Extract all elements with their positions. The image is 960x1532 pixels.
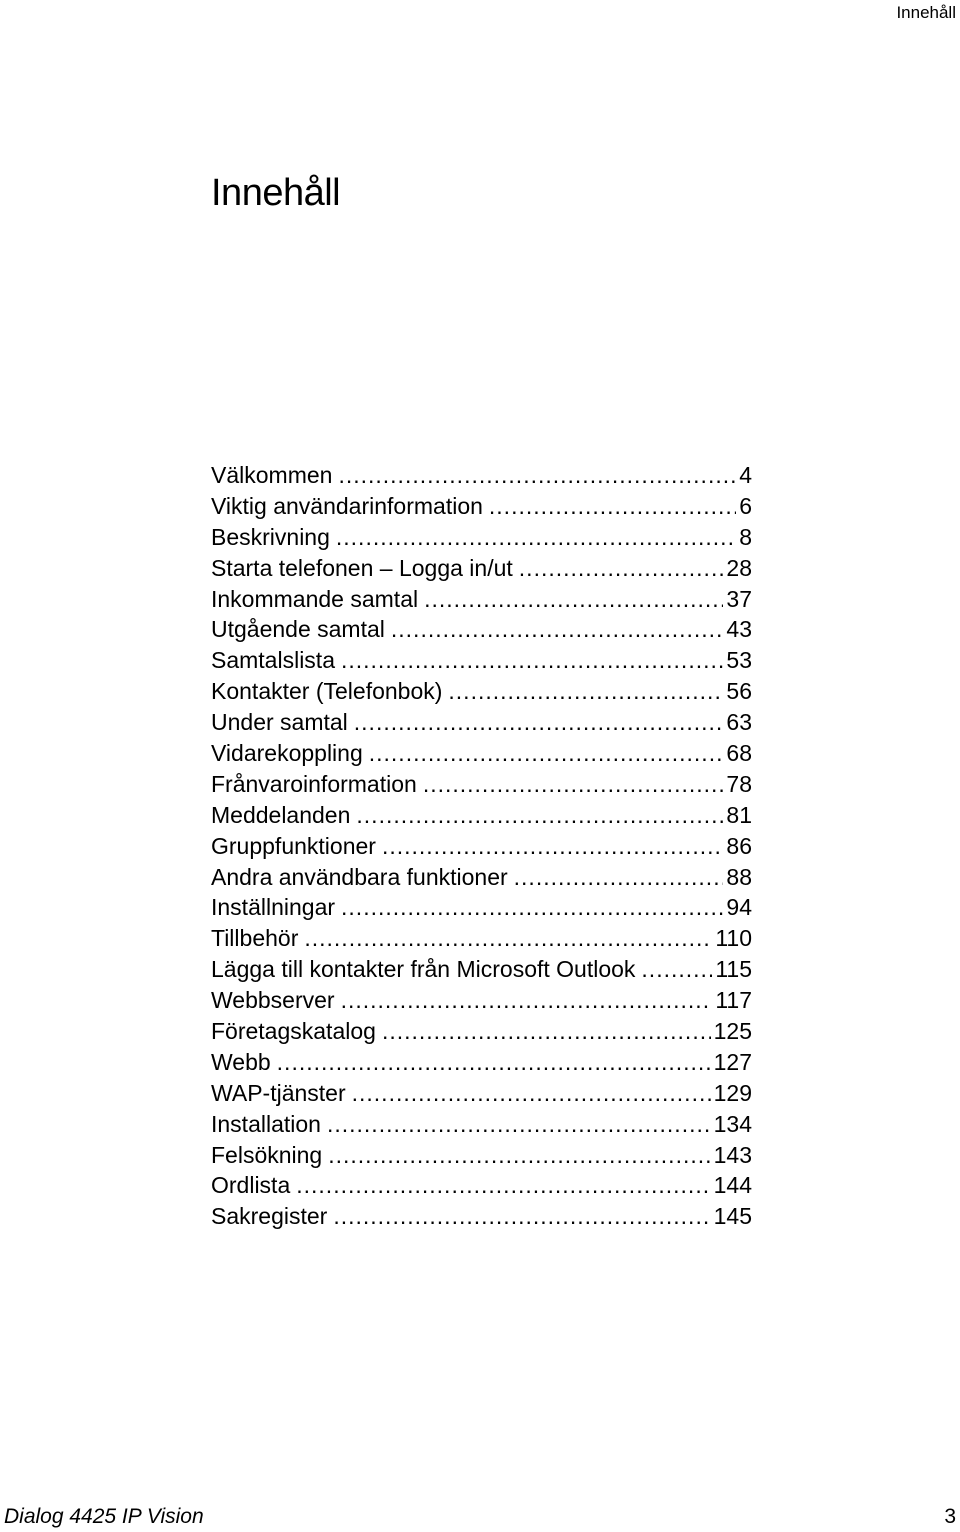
toc-dot-leader	[341, 645, 723, 676]
toc-dot-leader	[338, 460, 736, 491]
toc-entry-title: Starta telefonen – Logga in/ut	[211, 554, 513, 581]
toc-entry-page-number: 56	[726, 678, 752, 705]
toc-entry[interactable]	[211, 522, 752, 553]
page-title: Innehåll	[211, 172, 341, 214]
toc-entry-title: Gruppfunktioner	[211, 832, 376, 859]
table-of-contents	[211, 460, 752, 1232]
toc-entry[interactable]	[211, 460, 752, 491]
toc-entry-title: Webb	[211, 1048, 271, 1075]
toc-entry[interactable]	[211, 892, 752, 923]
toc-entry-page-number: 86	[726, 832, 752, 859]
toc-entry[interactable]	[211, 831, 752, 862]
toc-entry-page-number: 37	[726, 585, 752, 612]
toc-entry-title: Företagskatalog	[211, 1018, 376, 1045]
toc-entry[interactable]	[211, 707, 752, 738]
toc-dot-leader	[424, 584, 723, 615]
toc-dot-leader	[382, 831, 723, 862]
toc-entry-title: Viktig användarinformation	[211, 492, 483, 519]
toc-entry[interactable]	[211, 614, 752, 645]
toc-entry-page-number: 78	[726, 770, 752, 797]
toc-entry-title: Välkommen	[211, 462, 333, 488]
toc-entry-title: Webbserver	[211, 987, 335, 1014]
toc-entry-page-number: 28	[726, 554, 752, 581]
toc-entry-page-number: 125	[713, 1018, 752, 1045]
toc-entry-title: Installation	[211, 1110, 321, 1137]
toc-entry[interactable]	[211, 985, 752, 1016]
toc-dot-leader	[304, 923, 712, 954]
running-header: Innehåll	[896, 3, 956, 22]
toc-entry[interactable]	[211, 645, 752, 676]
toc-dot-leader	[489, 491, 736, 522]
toc-entry-title: Ordlista	[211, 1172, 291, 1199]
toc-entry[interactable]	[211, 862, 752, 893]
toc-dot-leader	[391, 614, 724, 645]
toc-dot-leader	[341, 985, 713, 1016]
toc-entry-title: Inkommande samtal	[211, 585, 419, 612]
toc-dot-leader	[296, 1170, 710, 1201]
toc-entry[interactable]	[211, 1140, 752, 1171]
toc-entry-title: Utgående samtal	[211, 616, 385, 643]
toc-entry-title: WAP-tjänster	[211, 1079, 346, 1106]
toc-entry-page-number: 53	[726, 647, 752, 674]
toc-dot-leader	[423, 769, 724, 800]
toc-dot-leader	[341, 892, 723, 923]
toc-entry[interactable]	[211, 1078, 752, 1109]
toc-entry[interactable]	[211, 1170, 752, 1201]
toc-entry-title: Inställningar	[211, 894, 336, 921]
toc-entry-page-number: 4	[739, 462, 752, 488]
toc-entry-page-number: 145	[713, 1203, 752, 1230]
toc-entry-title: Meddelanden	[211, 801, 351, 828]
toc-entry-page-number: 143	[713, 1141, 752, 1168]
toc-entry[interactable]	[211, 1109, 752, 1140]
toc-dot-leader	[514, 862, 724, 893]
toc-entry-title: Beskrivning	[211, 523, 330, 550]
toc-entry[interactable]	[211, 553, 752, 584]
footer-document-title: Dialog 4425 IP Vision	[4, 1505, 204, 1528]
toc-entry-page-number: 68	[726, 740, 752, 767]
toc-entry-page-number: 63	[726, 709, 752, 736]
toc-entry[interactable]	[211, 923, 752, 954]
toc-entry-title: Samtalslista	[211, 647, 335, 674]
toc-dot-leader	[277, 1047, 711, 1078]
toc-entry-title: Lägga till kontakter från Microsoft Outlook	[211, 956, 636, 983]
toc-entry-page-number: 129	[713, 1079, 752, 1106]
toc-entry-page-number: 6	[739, 492, 752, 519]
toc-dot-leader	[641, 954, 712, 985]
toc-entry-title: Andra användbara funktioner	[211, 863, 508, 890]
toc-dot-leader	[519, 553, 724, 584]
toc-entry-page-number: 127	[713, 1048, 752, 1075]
toc-dot-leader	[327, 1109, 711, 1140]
toc-dot-leader	[336, 522, 736, 553]
toc-entry-title: Vidarekoppling	[211, 740, 363, 767]
toc-entry-page-number: 144	[713, 1172, 752, 1199]
toc-entry[interactable]	[211, 954, 752, 985]
toc-entry-page-number: 81	[726, 801, 752, 828]
toc-entry-title: Frånvaroinformation	[211, 770, 417, 797]
toc-entry-title: Sakregister	[211, 1203, 328, 1230]
toc-entry-title: Felsökning	[211, 1141, 323, 1168]
toc-entry[interactable]	[211, 584, 752, 615]
toc-entry[interactable]	[211, 738, 752, 769]
toc-entry[interactable]	[211, 800, 752, 831]
toc-dot-leader	[354, 707, 724, 738]
toc-entry-page-number: 134	[713, 1110, 752, 1137]
toc-dot-leader	[369, 738, 724, 769]
toc-entry[interactable]	[211, 491, 752, 522]
toc-dot-leader	[448, 676, 723, 707]
footer-page-number: 3	[944, 1505, 956, 1528]
toc-entry[interactable]	[211, 1016, 752, 1047]
toc-entry-page-number: 117	[715, 987, 752, 1014]
toc-entry-page-number: 88	[726, 863, 752, 890]
toc-entry[interactable]	[211, 1201, 752, 1232]
toc-entry-title: Kontakter (Telefonbok)	[211, 678, 443, 705]
toc-entry-page-number: 94	[726, 894, 752, 921]
toc-dot-leader	[382, 1016, 711, 1047]
toc-dot-leader	[352, 1078, 711, 1109]
toc-entry-page-number: 115	[715, 956, 752, 983]
toc-entry-page-number: 110	[715, 925, 752, 952]
toc-dot-leader	[328, 1140, 710, 1171]
toc-entry-title: Tillbehör	[211, 925, 299, 952]
toc-entry-page-number: 43	[726, 616, 752, 643]
toc-dot-leader	[356, 800, 723, 831]
toc-dot-leader	[333, 1201, 710, 1232]
toc-entry-page-number: 8	[739, 523, 752, 550]
toc-entry[interactable]	[211, 676, 752, 707]
toc-entry[interactable]	[211, 769, 752, 800]
toc-entry-title: Under samtal	[211, 709, 348, 736]
toc-entry[interactable]	[211, 1047, 752, 1078]
